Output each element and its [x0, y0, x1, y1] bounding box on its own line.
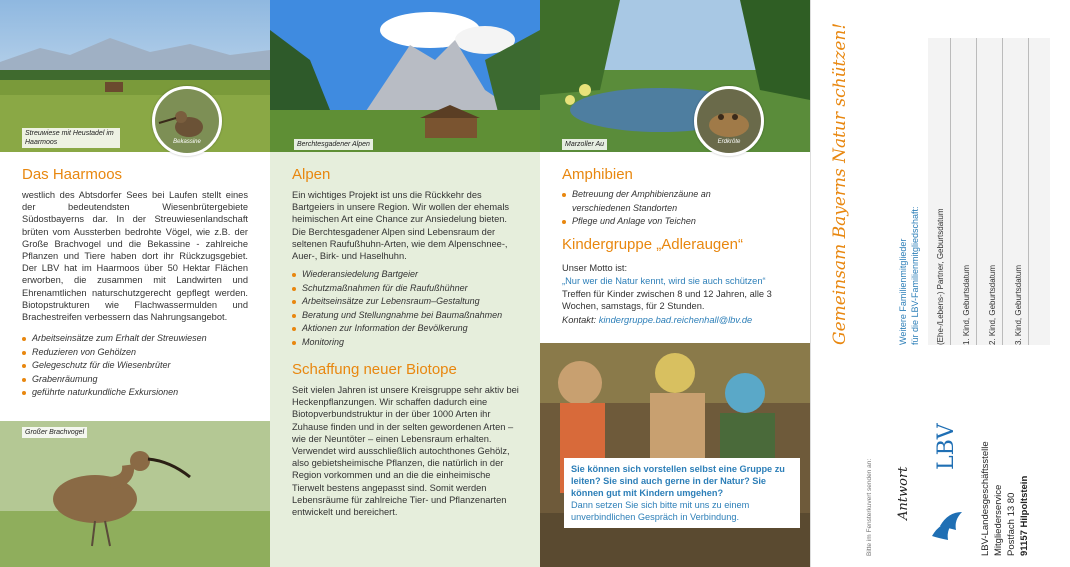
panel-haarmoos	[0, 0, 270, 567]
caption-berchtesgaden: Berchtesgadener Alpen	[294, 139, 373, 150]
callout-note: Dann setzen Sie sich bitte mit uns zu einem unverbindlichen Gespräch in Verbindung.	[571, 500, 750, 522]
field-kind-3: 3. Kind, Geburtsdatum	[1014, 264, 1023, 345]
text-motto-label: Unser Motto ist:	[562, 263, 628, 273]
caption-marzoller: Marzoller Au	[562, 139, 607, 150]
curlew-image	[0, 421, 270, 567]
text-kindergruppe-info: Treffen für Kinder zwischen 8 und 12 Jahren, alle 3 Wochen, samstags, für 2 Stunden.	[562, 289, 772, 312]
list-item: Arbeitseinsätze zum Erhalt der Streuwiesen	[21, 332, 261, 346]
caption-erdkroete: Erdkröte	[717, 139, 741, 145]
email-link[interactable]: kindergruppe.bad.reichenhall@lbv.de	[598, 315, 753, 325]
address-line-4: 91157 Hilpoltstein	[1019, 475, 1030, 556]
slogan: Gemeinsam Bayerns Natur schützen!	[830, 22, 850, 345]
callout-question: Sie können sich vorstellen selbst eine Gruppe zu leiten? Sie sind auch gerne in der Natur? Sie können gut mit Kindern umgehen?	[571, 464, 785, 498]
title-biotope: Schaffung neuer Biotope	[292, 361, 457, 378]
title-haarmoos: Das Haarmoos	[22, 166, 123, 183]
caption-brachvogel: Großer Brachvogel	[22, 427, 87, 438]
list-item: Arbeitseinsätze zur Lebensraum–Gestaltung	[291, 295, 536, 309]
list-item: Wiederansiedelung Bartgeier	[291, 268, 536, 282]
field-partner: (Ehe-/Lebens-) Partner, Geburtsdatum	[936, 208, 945, 345]
text-alpen: Ein wichtiges Projekt ist uns die Rückkehr des Bartgeiers in unsere Region. Wir wollen der ehemals heimischen Art eine Chance zur Ansiedelung bieten. Die Berchtesgadener Alpen sind Lebensraum der seltenen Raufußhuhn-Arten, wie dem Alpenschnee-, Auer-, Birk- und Haselhuhn.	[292, 190, 510, 262]
caption-streuwiese: Streuwiese mit Heustadel im Haarmoos	[22, 128, 120, 148]
text-haarmoos: westlich des Abtsdorfer Sees bei Laufen stellt eines der bedeutendsten Wiesenbrütergebiete Südostbayerns dar. In der Streuwiesenlandschaft brüten vom Aussterben bedrohte Vögel, wie z.B. der Große Brachvogel und die Bekassine - zahlreiche Pflanzen und Tiere haben dort ihr Rückzugsgebiet. Der LBV hat im Haarmoos über 50 Hektar Flächen erworben, die zusammen mit Landwirten und Ehrenamtlichen naturschutzgerecht gepflegt werden. Biotopstrukturen wie Flachwassermulden und Brachestreifen verbessern das Nahrungsangebot.	[22, 190, 248, 323]
list-item: Gelegeschutz für die Wiesenbrüter	[21, 359, 261, 373]
panel-amphibien	[540, 0, 810, 567]
field-kind-1: 1. Kind, Geburtsdatum	[962, 264, 971, 345]
lbv-bird-logo-icon	[926, 476, 966, 556]
caption-bekassine: Bekassine	[173, 139, 201, 145]
pond-photo	[540, 0, 810, 152]
list-item: Beratung und Stellungnahme bei Baumaßnahmen	[291, 309, 536, 323]
text-motto: „Nur wer die Natur kennt, wird sie auch schützen“	[562, 276, 766, 286]
address-line-3: Postfach 13 80	[1006, 492, 1017, 556]
text-biotope: Seit vielen Jahren ist unsere Kreisgruppe sehr aktiv bei Heckenpflanzungen. Wir schaffen dadurch eine Biotopverbundstruktur in der über 1000 Arten ihr Zuhause finden und in der selten gewordenen Arten – wie der Neuntöter – einen Lebensraum erhalten. Verwendet wird ausschließlich autochthones Gehölz, also gebietsheimische Pflanzen, die natürlich in der Region vorkommen und an die die einheimische Tierwelt bestens angepasst sind. Somit werden Lebensräume für zahlreiche Tier- und Pflanzenarten entwickelt und bereichert.	[292, 385, 519, 518]
antwort-label: Antwort	[896, 466, 911, 520]
meadow-photo	[0, 0, 270, 152]
list-item: Grabenräumung	[21, 373, 261, 387]
kontakt-label: Kontakt:	[562, 315, 597, 325]
lbv-logo	[926, 476, 966, 556]
list-item: Schutzmaßnahmen für die Raufußhühner	[291, 282, 536, 296]
title-alpen: Alpen	[292, 166, 331, 183]
children-photo	[540, 343, 810, 567]
callout-box	[564, 458, 800, 528]
alps-photo	[270, 0, 540, 152]
panel-alpen	[270, 0, 540, 567]
list-item: Monitoring	[291, 336, 536, 350]
list-item: Reduzieren von Gehölzen	[21, 346, 261, 360]
list-alpen	[291, 268, 536, 350]
list-item: Pflege und Anlage von Teichen	[561, 215, 761, 229]
toad-circle-photo	[694, 86, 764, 156]
bekassine-circle-photo	[152, 86, 222, 156]
envelope-note: Bitte im Fensterkuvert senden an:	[866, 458, 873, 556]
list-amphibien	[561, 188, 761, 229]
alps-image	[270, 0, 540, 152]
pond-image	[540, 0, 810, 152]
list-haarmoos	[21, 332, 261, 400]
list-item: Aktionen zur Information der Bevölkerung	[291, 322, 536, 336]
children-image	[540, 343, 810, 567]
address-line-1: LBV-Landesgeschäftsstelle	[980, 441, 991, 556]
curlew-photo	[0, 421, 270, 567]
lbv-logo-text: LBV	[934, 423, 959, 470]
list-item: geführte naturkundliche Exkursionen	[21, 386, 261, 400]
family-title-1: Weitere Familienmitglieder	[898, 238, 908, 345]
family-title-2: für die LBV-Familienmitgliedschaft:	[910, 206, 920, 345]
address-line-2: Mitgliederservice	[993, 484, 1004, 556]
field-kind-2: 2. Kind, Geburtsdatum	[988, 264, 997, 345]
list-item: Betreuung der Amphibienzäune an verschiedenen Standorten	[561, 188, 761, 215]
title-kindergruppe: Kindergruppe „Adleraugen“	[562, 236, 743, 253]
title-amphibien: Amphibien	[562, 166, 633, 183]
text-kontakt	[562, 314, 802, 326]
